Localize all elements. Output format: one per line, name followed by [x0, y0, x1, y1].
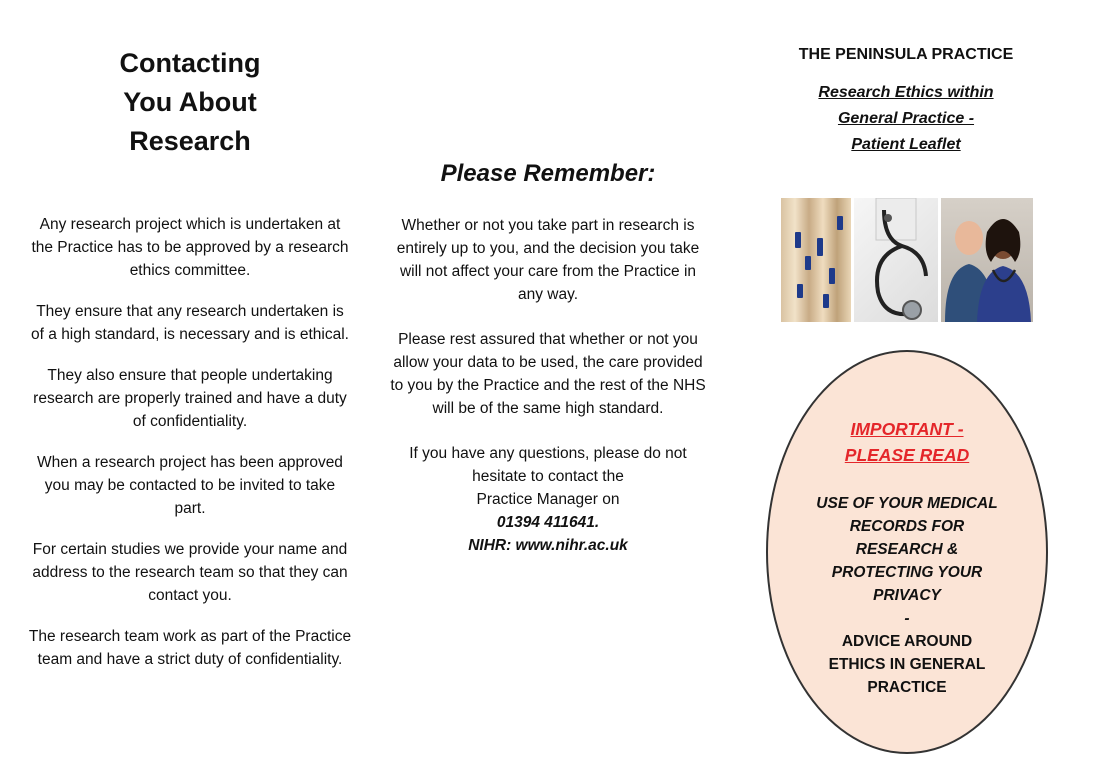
medical-records-notice: [768, 492, 1046, 630]
advice-line: ETHICS IN GENERAL: [828, 656, 986, 673]
left-paragraph: They also ensure that people undertaking research are properly trained and have a duty of confidentiality.: [33, 367, 347, 430]
ethics-advice-notice: [768, 630, 1046, 699]
please-remember-heading: Please Remember:: [440, 160, 656, 187]
important-line: IMPORTANT -: [850, 419, 964, 439]
left-paragraph: When a research project has been approved you may be contacted to be invited to take part.: [37, 454, 343, 517]
medical-line: USE OF YOUR MEDICAL: [816, 495, 998, 512]
phone-number: 01394 411641.: [496, 514, 600, 531]
left-title-line: Research: [129, 126, 251, 156]
medical-line: RESEARCH &: [855, 541, 959, 558]
important-line: PLEASE READ: [844, 445, 970, 465]
important-notice-oval: [766, 350, 1048, 754]
left-paragraph: The research team work as part of the Practice team and have a strict duty of confidentiality.: [28, 628, 352, 668]
contact-line: hesitate to contact the: [472, 468, 624, 485]
medical-line: -: [904, 610, 910, 627]
left-title: [28, 44, 352, 161]
advice-line: ADVICE AROUND: [841, 633, 973, 650]
middle-panel: [386, 158, 710, 579]
subtitle-line: General Practice -: [837, 110, 975, 127]
medical-line: PROTECTING YOUR: [831, 564, 983, 581]
subtitle-line: Research Ethics within: [818, 84, 994, 101]
nihr-website: NIHR: www.nihr.ac.uk: [468, 537, 628, 554]
contact-block: [386, 442, 710, 557]
middle-paragraph: Please rest assured that whether or not you allow your data to be used, the care provided to you by the Practice and the rest of the NHS will be of the same high standard.: [390, 331, 706, 417]
important-heading: [768, 416, 1046, 468]
left-title-line: Contacting: [119, 48, 261, 78]
contact-line: If you have any questions, please do not: [409, 445, 687, 462]
right-panel: [775, 44, 1037, 158]
contact-line: Practice Manager on: [476, 491, 620, 508]
left-title-line: You About: [123, 87, 257, 117]
leaflet-subtitle: [775, 80, 1037, 158]
left-paragraph: They ensure that any research undertaken is of a high standard, is necessary and is ethical.: [31, 303, 349, 343]
medical-line: PRIVACY: [873, 587, 941, 604]
medical-line: RECORDS FOR: [849, 518, 965, 535]
healthcare-staff-image: [941, 198, 1033, 322]
photo-strip: [781, 198, 1033, 322]
practice-name: THE PENINSULA PRACTICE: [798, 46, 1014, 63]
middle-paragraph: Whether or not you take part in research is entirely up to you, and the decision you take will not affect your care from the Practice in any way.: [396, 217, 700, 303]
subtitle-line: Patient Leaflet: [851, 136, 961, 153]
stethoscope-image: [854, 198, 938, 322]
left-paragraph: For certain studies we provide your name and address to the research team so that they can contact you.: [32, 541, 348, 604]
advice-line: PRACTICE: [867, 679, 947, 696]
medical-files-image: [781, 198, 851, 322]
left-paragraph: Any research project which is undertaken at the Practice has to be approved by a research ethics committee.: [31, 216, 349, 279]
left-panel: [28, 44, 352, 689]
